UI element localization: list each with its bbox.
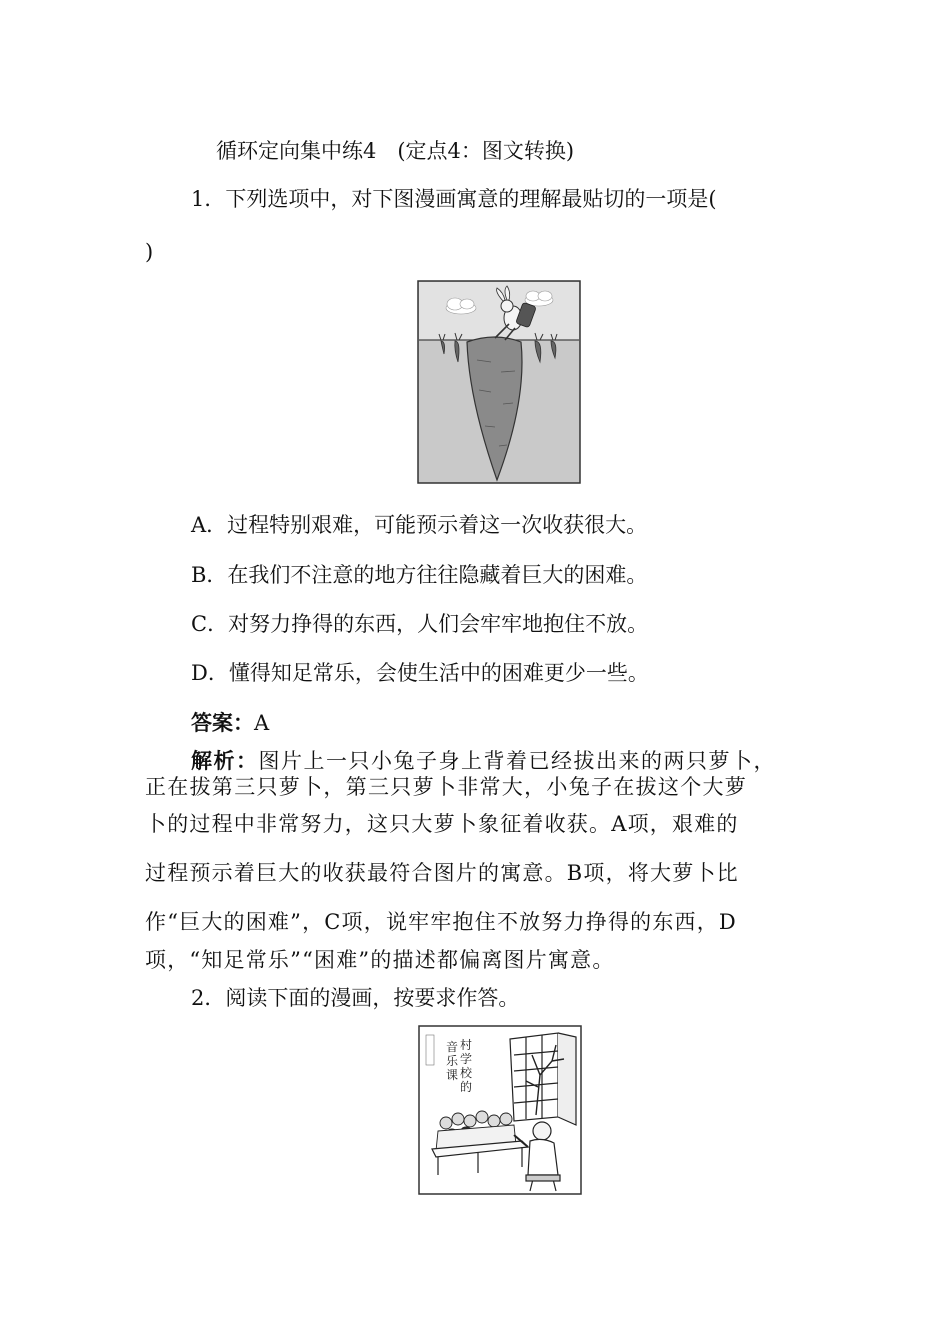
option-b: B．在我们不注意的地方往往隐藏着巨大的困难。 <box>191 563 648 587</box>
cartoon-title-char: 校 <box>460 1066 473 1080</box>
analysis-line-3: 卜的过程中非常努力，这只大萝卜象征着收获。A项，艰难的 <box>145 812 739 836</box>
rabbit-carrot-cartoon <box>417 280 581 484</box>
cartoon-title-char: 课 <box>446 1068 459 1082</box>
option-c: C．对努力挣得的东西，人们会牢牢地抱住不放。 <box>191 612 649 636</box>
answer-value: A <box>254 711 270 735</box>
answer <box>191 709 269 737</box>
option-d: D．懂得知足常乐，会使生活中的困难更少一些。 <box>191 661 649 685</box>
analysis-label: 解析： <box>191 748 259 773</box>
analysis-text-1: 图片上一只小兔子身上背着已经拔出来的两只萝卜， <box>258 749 776 773</box>
analysis-line-1 <box>191 747 776 775</box>
option-a: A．过程特别艰难，可能预示着这一次收获很大。 <box>191 513 648 537</box>
cartoon-title-char: 学 <box>460 1052 473 1066</box>
analysis-line-5: 作“巨大的困难”，C项，说牢牢抱住不放努力挣得的东西，D <box>145 910 737 934</box>
cartoon-title-char: 乐 <box>446 1054 459 1068</box>
question-2-stem: 2．阅读下面的漫画，按要求作答。 <box>191 986 520 1010</box>
cartoon-title-char: 音 <box>446 1040 459 1054</box>
answer-label: 答案： <box>191 710 254 735</box>
cartoon-title-char: 村 <box>460 1038 473 1052</box>
page-title: 循环定向集中练4 (定点4：图文转换) <box>216 139 575 163</box>
analysis-line-2: 正在拔第三只萝卜，第三只萝卜非常大，小兔子在拔这个大萝 <box>145 775 748 799</box>
cloud-left <box>446 298 476 314</box>
music-class-cartoon <box>418 1025 582 1195</box>
cloud-right <box>525 291 553 306</box>
question-1-stem: 1．下列选项中，对下图漫画寓意的理解最贴切的一项是( <box>191 187 717 211</box>
analysis-line-6: 项，“知足常乐”“困难”的描述都偏离图片寓意。 <box>145 948 615 972</box>
analysis-line-4: 过程预示着巨大的收获最符合图片的寓意。B项，将大萝卜比 <box>145 861 739 885</box>
cartoon-title-char: 的 <box>460 1080 473 1094</box>
question-1-stem-end: ) <box>145 240 154 264</box>
